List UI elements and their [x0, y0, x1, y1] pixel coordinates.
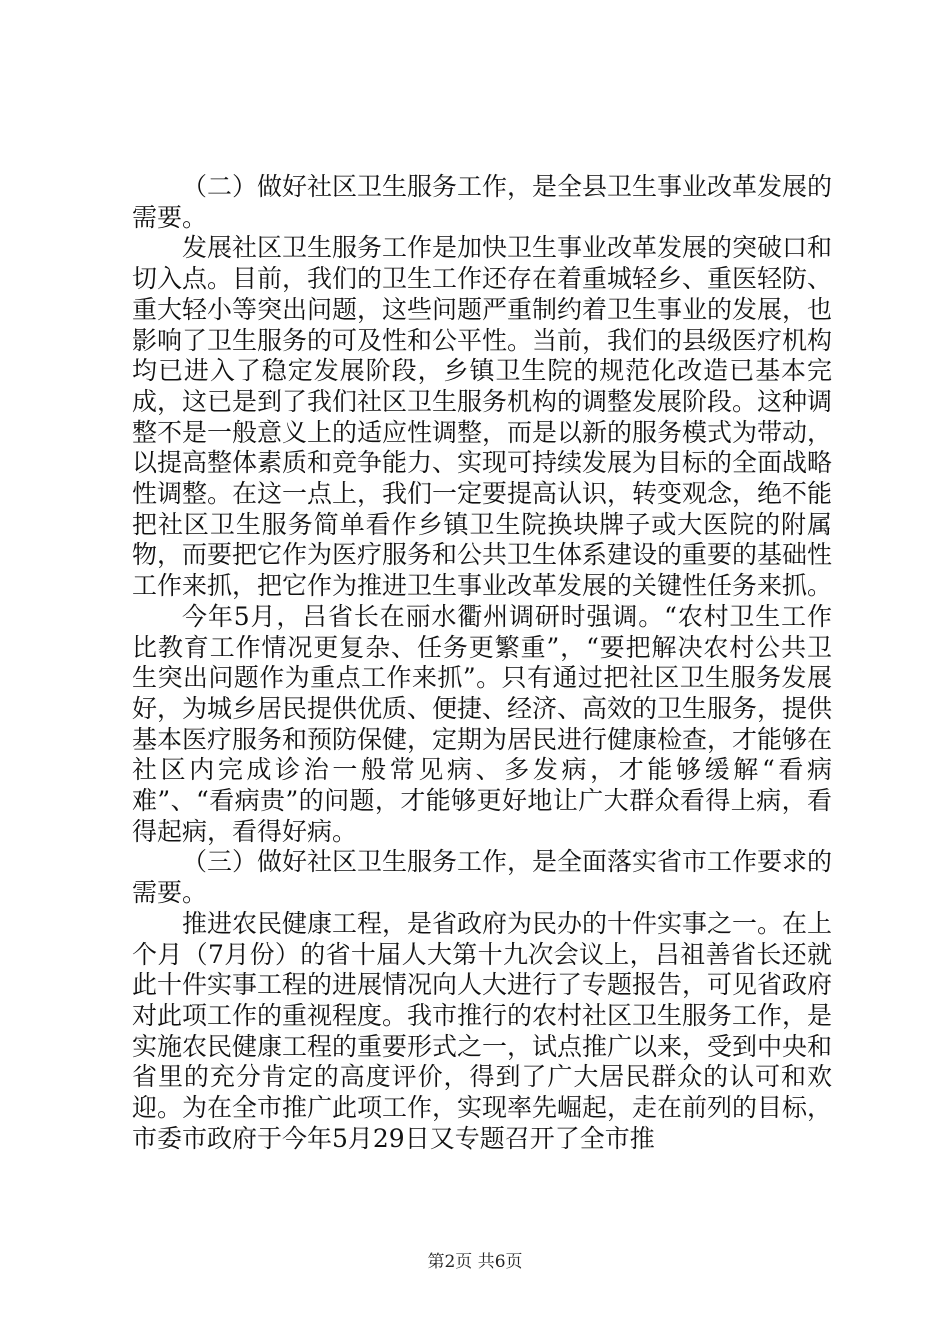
document-body: [132, 172, 832, 1155]
paragraph-section-two-heading: （二）做好社区卫生服务工作，是全县卫生事业改革发展的需要。: [132, 172, 833, 232]
page-number-footer: 第2页 共6页: [427, 1252, 523, 1272]
paragraph-governor-remarks: 今年5月，吕省长在丽水衢州调研时强调。“农村卫生工作比教育工作情况更复杂、任务更繁重”，“要把解决农村公共卫生突出问题作为重点工作来抓”。只有通过把社区卫生服务发展好，为城乡居民提供优质、便捷、经济、高效的卫生服务，提供基本医疗服务和预防保健，定期为居民进行健康检查，才能够在社区内完成诊治一般常见病、多发病，才能够缓解“看病难”、“看病贵”的问题，才能够更好地让广大群众看得上病，看得起病，看得好病。: [132, 601, 833, 846]
paragraph-reform-development: 发展社区卫生服务工作是加快卫生事业改革发展的突破口和切入点。目前，我们的卫生工作还存在着重城轻乡、重医轻防、重大轻小等突出问题，这些问题严重制约着卫生事业的发展，也影响了卫生服务的可及性和公平性。当前，我们的县级医疗机构均已进入了稳定发展阶段，乡镇卫生院的规范化改造已基本完成，这已是到了我们社区卫生服务机构的调整发展阶段。这种调整不是一般意义上的适应性调整，而是以新的服务模式为带动，以提高整体素质和竞争能力、实现可持续发展为目标的全面战略性调整。在这一点上，我们一定要提高认识，转变观念，绝不能把社区卫生服务简单看作乡镇卫生院换块牌子或大医院的附属物，而要把它作为医疗服务和公共卫生体系建设的重要的基础性工作来抓，把它作为推进卫生事业改革发展的关键性任务来抓。: [132, 233, 833, 601]
paragraph-farmer-health-project: 推进农民健康工程，是省政府为民办的十件实事之一。在上个月（7月份）的省十届人大第十九次会议上，吕祖善省长还就此十件实事工程的进展情况向人大进行了专题报告，可见省政府对此项工作的重视程度。我市推行的农村社区卫生服务工作，是实施农民健康工程的重要形式之一，试点推广以来，受到中央和省里的充分肯定的高度评价，得到了广大居民群众的认可和欢迎。为在全市推广此项工作，实现率先崛起，走在前列的目标，市委市政府于今年5月29日又专题召开了全市推: [132, 908, 833, 1153]
paragraph-section-three-heading: （三）做好社区卫生服务工作，是全面落实省市工作要求的需要。: [132, 847, 833, 908]
